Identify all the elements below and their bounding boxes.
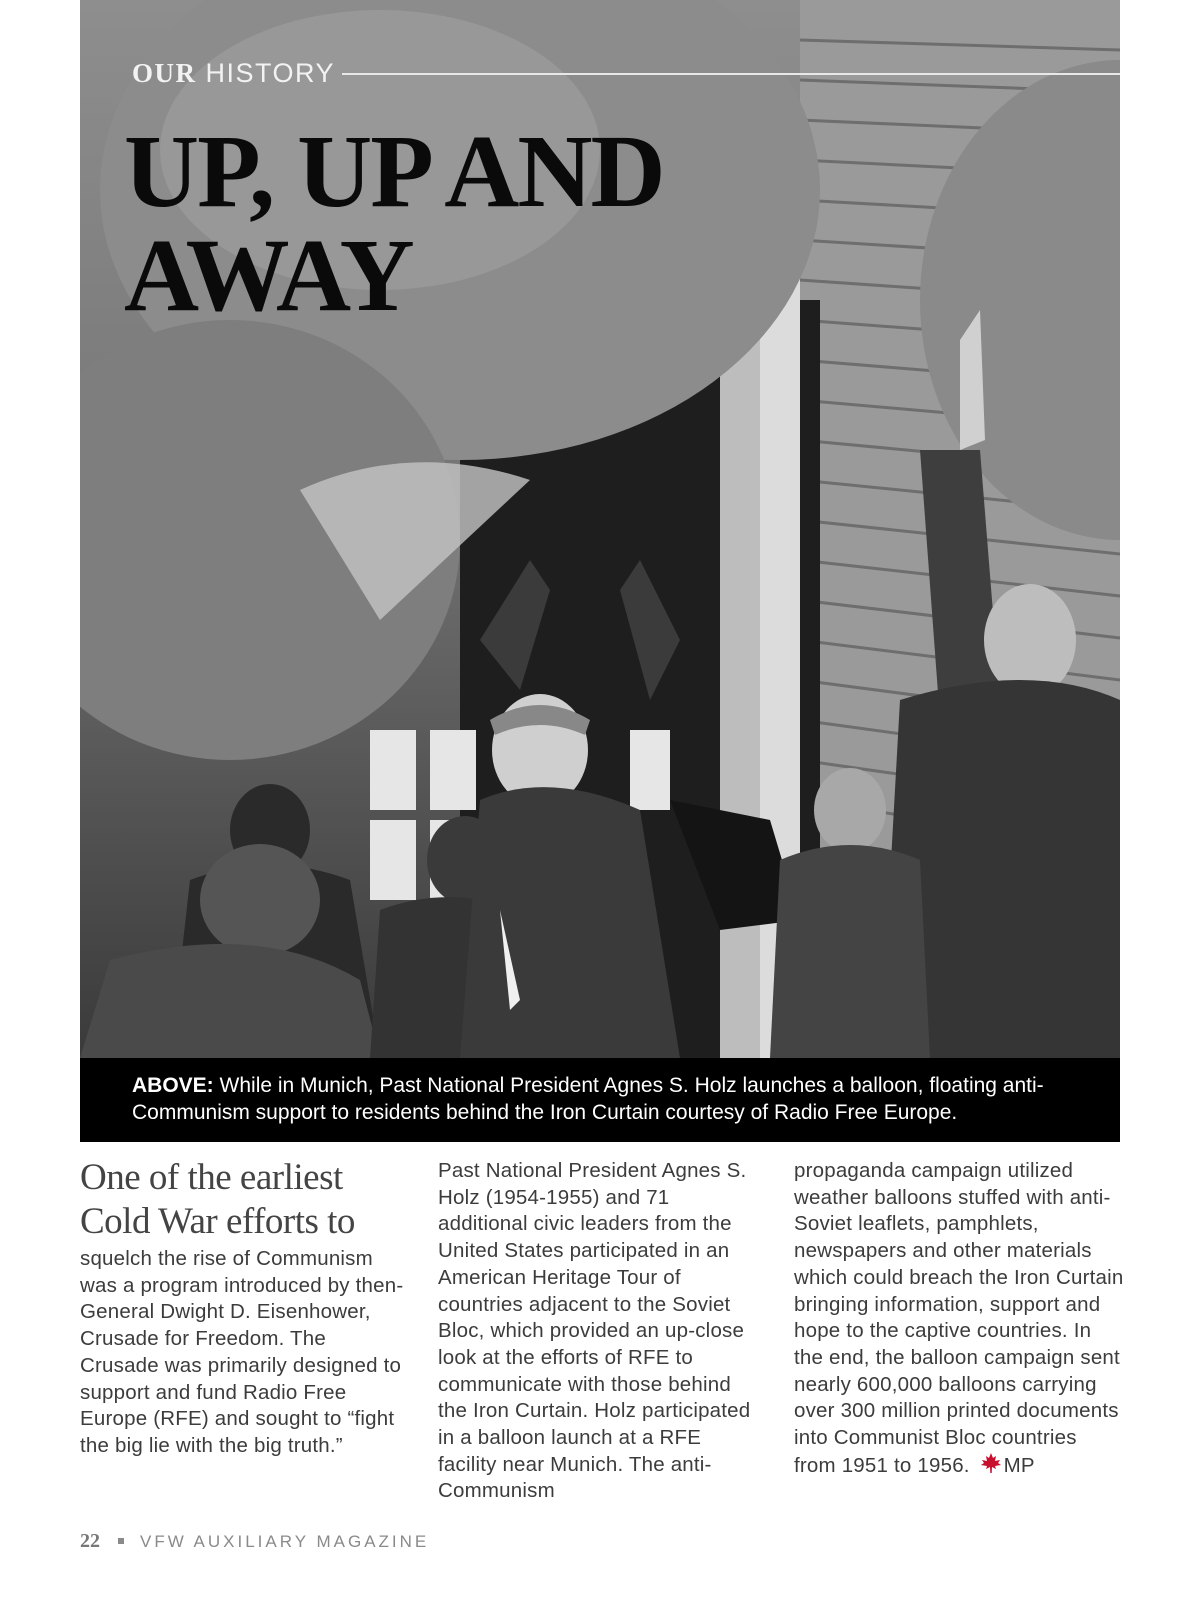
article-column-1-text: squelch the rise of Communism was a program introduced by then-General Dwight D. Eisenhower, Crusade for Freedom. The Crusade was primarily designed to support and fund Radio Free Europe (RFE) and sought to “fight the big lie with the big truth.” [80, 1247, 404, 1457]
caption-text: While in Munich, Past National President Agnes S. Holz launches a balloon, floating anti-Communism support to residents behind the Iron Curtain courtesy of Radio Free Europe. [132, 1074, 1044, 1124]
headline [124, 114, 664, 333]
page-footer [80, 1530, 429, 1553]
hero-photo [80, 0, 1120, 1058]
author-signature: MP [1003, 1453, 1035, 1477]
article-lead: One of the earliest Cold War efforts to [80, 1157, 355, 1242]
article-column-1 [80, 1158, 410, 1460]
section-label-bold: OUR [132, 58, 197, 88]
headline-line-1: UP, UP AND [124, 114, 664, 229]
page-number: 22 [80, 1530, 100, 1552]
headline-line-2: AWAY [124, 218, 413, 333]
photo-caption [80, 1058, 1120, 1142]
article-column-2-text: Past National President Agnes S. Holz (1954-1955) and 71 additional civic leaders from the United States participated in an American Heritage Tour of countries adjacent to the Soviet Bloc, which provided an up-close look at the efforts of RFE to communicate with those behind the Iron Curtain. Holz participated in a balloon launch at a RFE facility near Munich. The anti-Communism [438, 1159, 751, 1503]
caption-label: ABOVE: [132, 1074, 214, 1097]
section-label-rest: HISTORY [196, 58, 336, 88]
article-column-3-text: propaganda campaign utilized weather balloons stuffed with anti-Soviet leaflets, pamphlets, newspapers and other materials which could breach the Iron Curtain bringing information, support and hope to the captive countries. In the end, the balloon campaign sent nearly 600,000 balloons carrying over 300 million printed documents into Communist Bloc countries from 1951 to 1956. [794, 1159, 1124, 1477]
article-column-3 [794, 1158, 1124, 1479]
separator-square-icon [118, 1538, 124, 1544]
maple-leaf-icon [980, 1452, 1002, 1474]
article-column-2 [438, 1158, 758, 1505]
publication-name: VFW AUXILIARY MAGAZINE [140, 1532, 430, 1551]
section-rule [342, 73, 1120, 75]
section-label [132, 58, 335, 89]
